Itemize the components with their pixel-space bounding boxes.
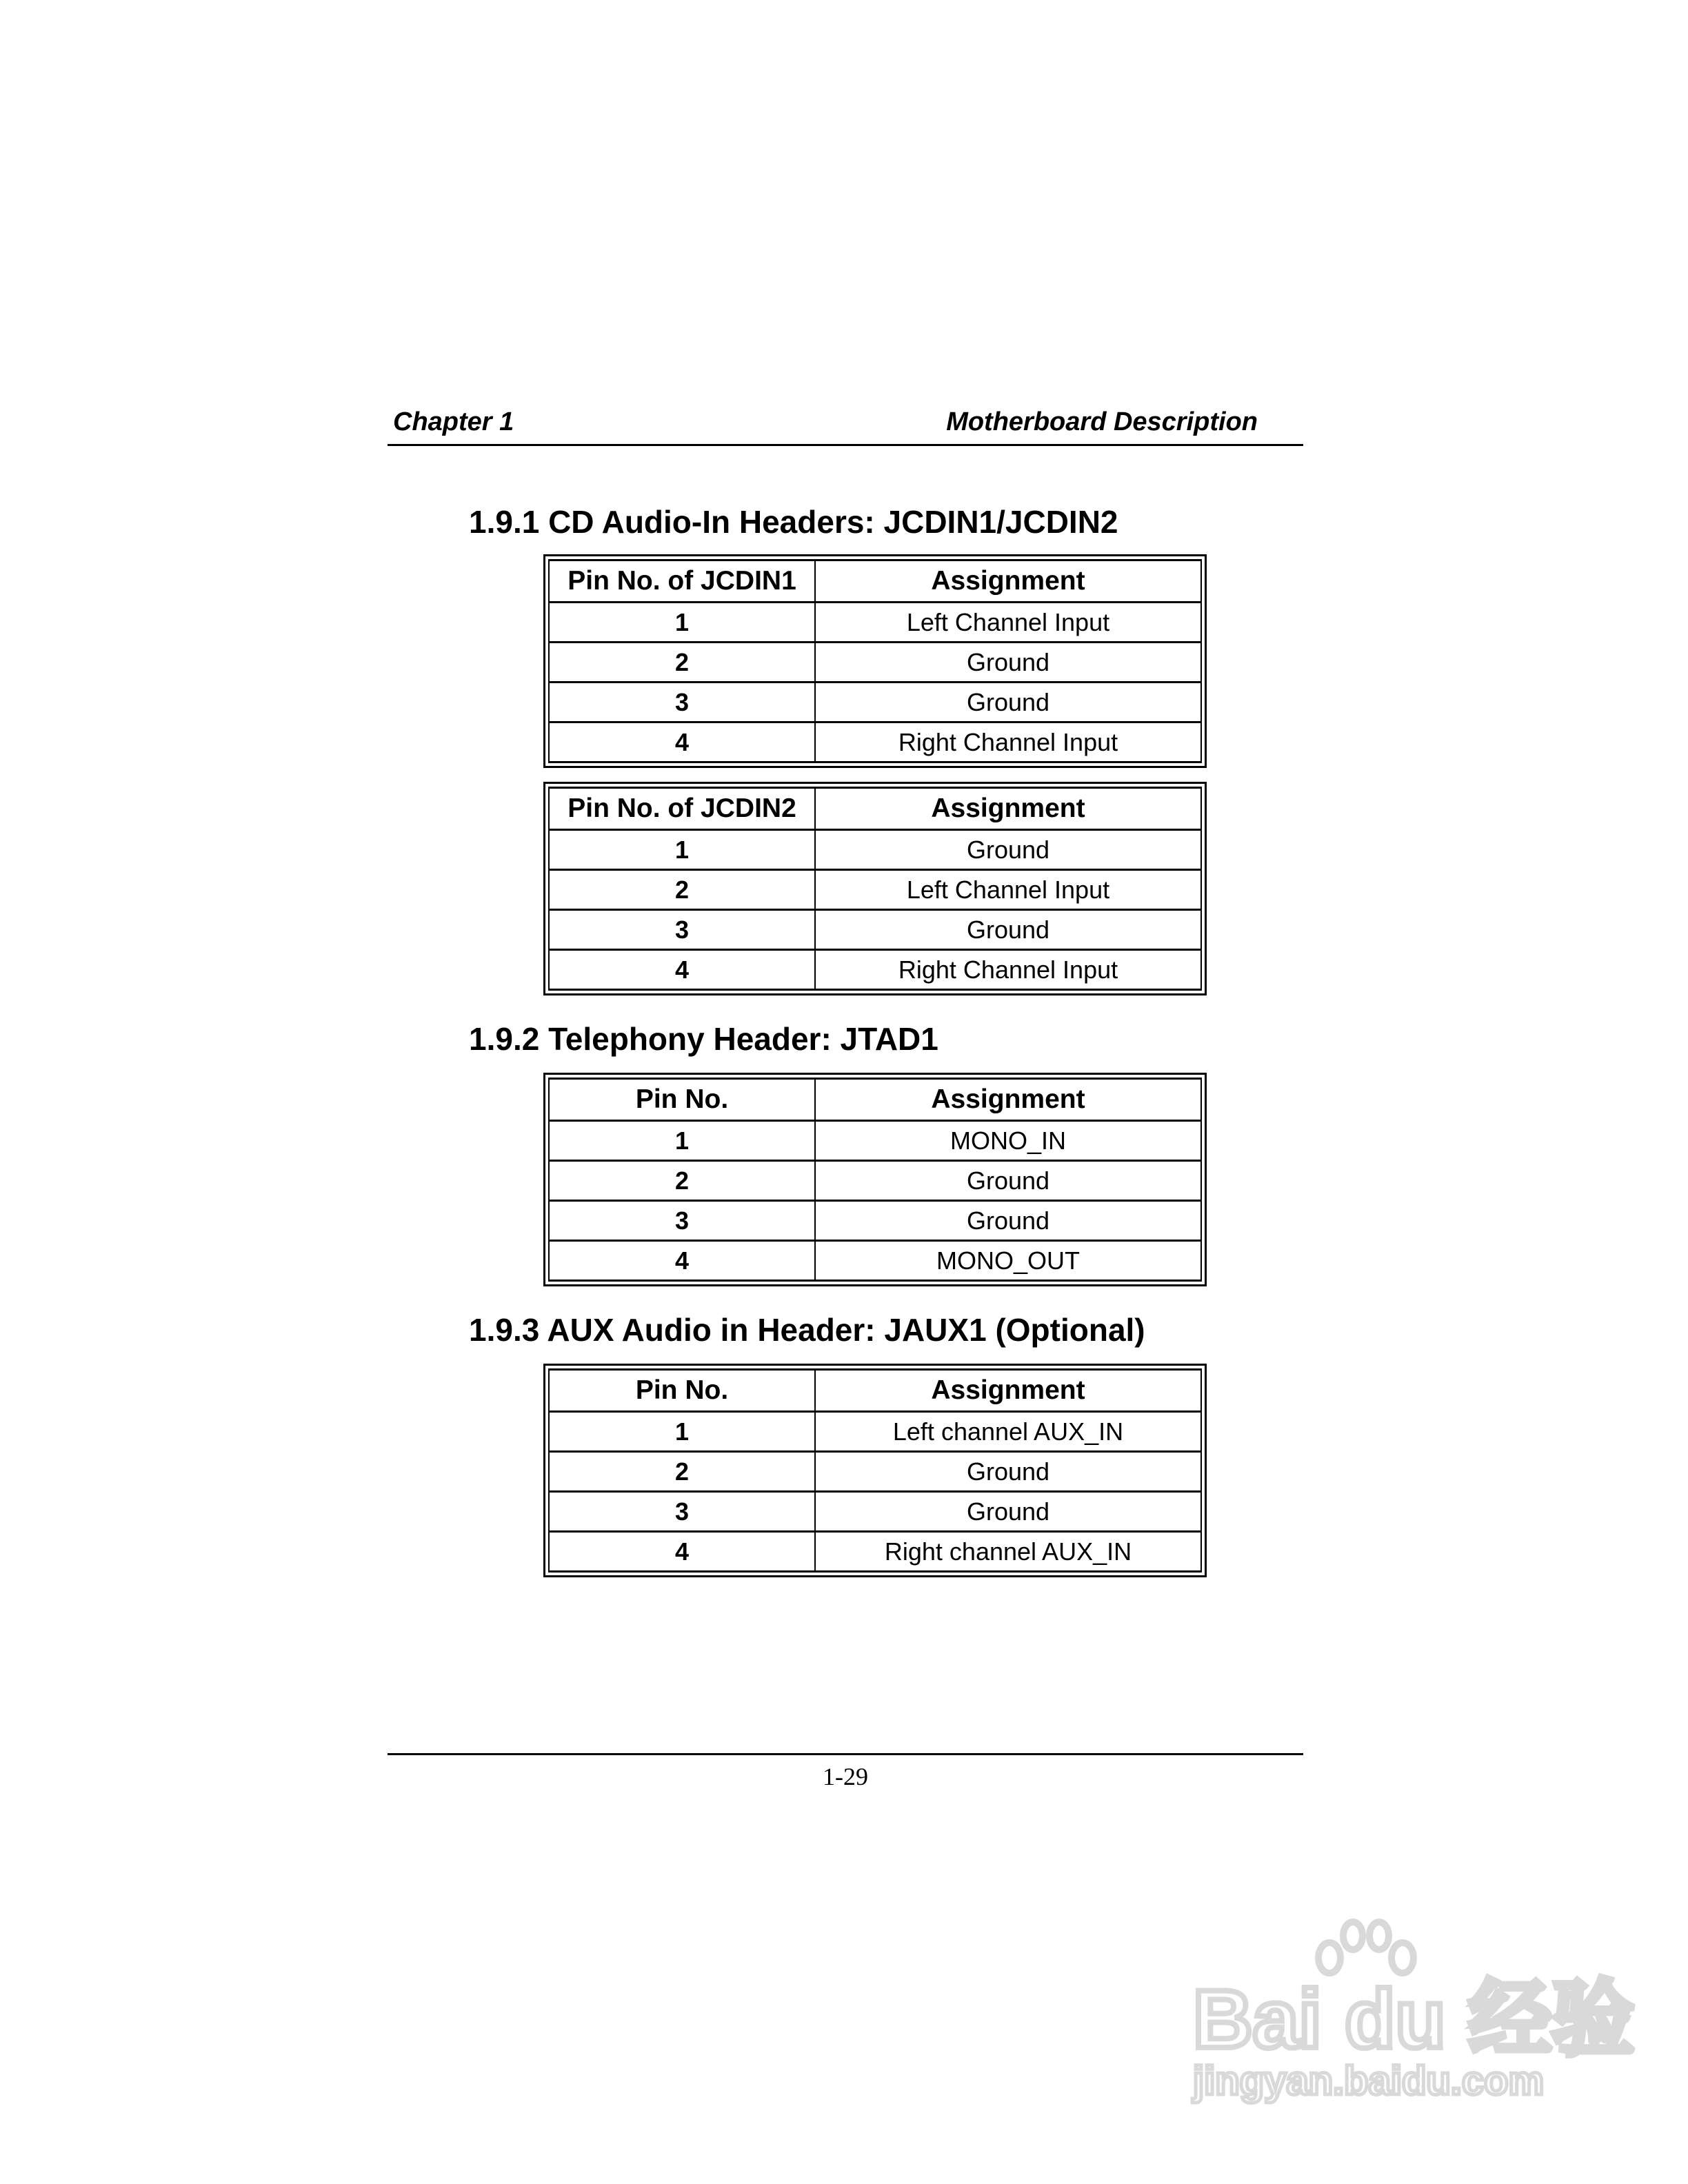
pin-number: 3	[548, 1200, 814, 1240]
baidu-watermark-logo	[1172, 1917, 1635, 2110]
pin-column-header: Pin No. of JCDIN1	[548, 559, 814, 601]
pin-column-header: Pin No.	[548, 1078, 814, 1120]
pin-assignment: Ground	[814, 1160, 1202, 1200]
pin-number: 2	[548, 869, 814, 909]
table-row	[548, 1200, 1202, 1240]
table-row	[548, 1490, 1202, 1530]
assignment-column-header: Assignment	[814, 1078, 1202, 1120]
pin-assignment: Ground	[814, 1200, 1202, 1240]
pin-assignment: MONO_IN	[814, 1120, 1202, 1160]
pin-number: 1	[548, 829, 814, 869]
pin-number: 4	[548, 1240, 814, 1282]
pin-assignment: Ground	[814, 1450, 1202, 1490]
table-row	[548, 869, 1202, 909]
table-row	[548, 1120, 1202, 1160]
jcdin1-pin-table	[543, 554, 1207, 768]
assignment-column-header: Assignment	[814, 1368, 1202, 1410]
pin-assignment: Ground	[814, 909, 1202, 949]
table-header-row	[548, 1078, 1202, 1120]
pin-assignment: Ground	[814, 829, 1202, 869]
page-number: 1-29	[823, 1763, 868, 1790]
table-header-row	[548, 1368, 1202, 1410]
table-row	[548, 601, 1202, 641]
section-title-cd-audio: 1.9.1 CD Audio-In Headers: JCDIN1/JCDIN2	[469, 504, 1118, 540]
pin-number: 2	[548, 641, 814, 681]
assignment-column-header: Assignment	[814, 787, 1202, 829]
pin-number: 3	[548, 681, 814, 721]
section-title-aux-audio: 1.9.3 AUX Audio in Header: JAUX1 (Optional)	[469, 1312, 1145, 1348]
table-row	[548, 721, 1202, 763]
table-row	[548, 1160, 1202, 1200]
pin-number: 4	[548, 721, 814, 763]
chapter-label: Chapter 1	[393, 407, 514, 436]
pin-assignment: MONO_OUT	[814, 1240, 1202, 1282]
pin-number: 1	[548, 601, 814, 641]
pin-number: 1	[548, 1410, 814, 1450]
pin-number: 2	[548, 1160, 814, 1200]
pin-number: 4	[548, 949, 814, 991]
pin-assignment: Left Channel Input	[814, 601, 1202, 641]
footer-rule	[388, 1753, 1303, 1755]
pin-column-header: Pin No. of JCDIN2	[548, 787, 814, 829]
pin-assignment: Ground	[814, 1490, 1202, 1530]
pin-column-header: Pin No.	[548, 1368, 814, 1410]
watermark-brand: Bai du 经验	[1193, 1973, 1635, 2065]
pin-assignment: Right Channel Input	[814, 721, 1202, 763]
running-header	[388, 404, 1303, 446]
table-row	[548, 909, 1202, 949]
jcdin2-pin-table	[543, 782, 1207, 995]
pin-number: 3	[548, 909, 814, 949]
table-row	[548, 1240, 1202, 1282]
section-title-telephony: 1.9.2 Telephony Header: JTAD1	[469, 1021, 938, 1057]
table-row	[548, 641, 1202, 681]
jtad1-pin-table	[543, 1073, 1207, 1286]
pin-assignment: Left channel AUX_IN	[814, 1410, 1202, 1450]
pin-number: 2	[548, 1450, 814, 1490]
table-row	[548, 829, 1202, 869]
table-row	[548, 681, 1202, 721]
table-row	[548, 949, 1202, 991]
pin-number: 1	[548, 1120, 814, 1160]
table-row	[548, 1450, 1202, 1490]
pin-assignment: Right Channel Input	[814, 949, 1202, 991]
pin-assignment: Left Channel Input	[814, 869, 1202, 909]
pin-number: 3	[548, 1490, 814, 1530]
assignment-column-header: Assignment	[814, 559, 1202, 601]
pin-number: 4	[548, 1530, 814, 1573]
table-row	[548, 1410, 1202, 1450]
table-header-row	[548, 559, 1202, 601]
pin-assignment: Right channel AUX_IN	[814, 1530, 1202, 1573]
table-header-row	[548, 787, 1202, 829]
pin-assignment: Ground	[814, 681, 1202, 721]
section-label: Motherboard Description	[946, 407, 1258, 436]
watermark-url: jingyan.baidu.com	[1193, 2059, 1545, 2103]
table-row	[548, 1530, 1202, 1573]
jaux1-pin-table	[543, 1364, 1207, 1577]
pin-assignment: Ground	[814, 641, 1202, 681]
